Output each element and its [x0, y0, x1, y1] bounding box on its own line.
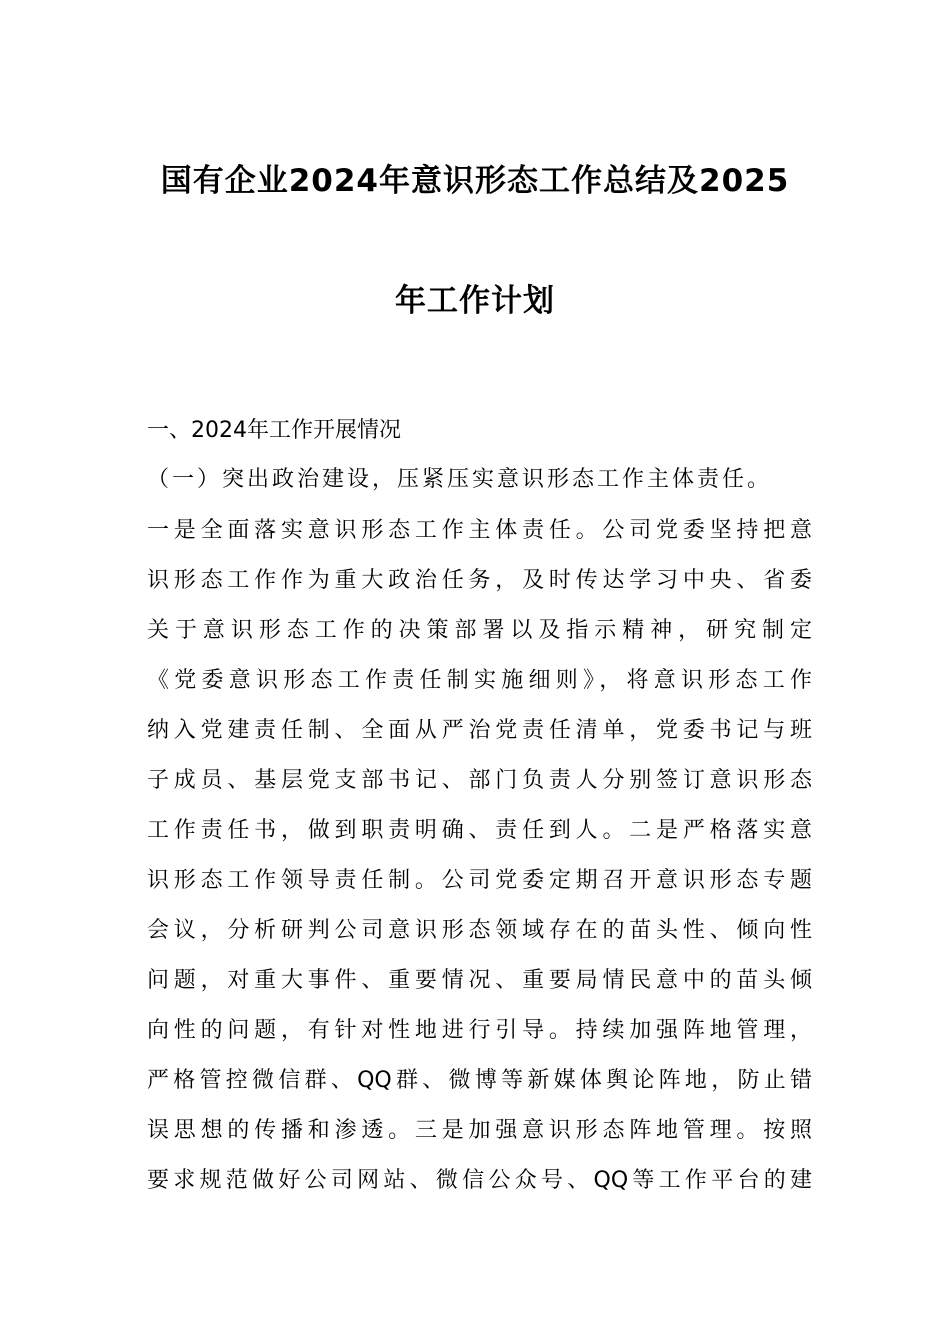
- body-line: 工作责任书，做到职责明确、责任到人。二是严格落实意: [147, 818, 812, 843]
- body-line: 误思想的传播和渗透。三是加强意识形态阵地管理。按照: [147, 1118, 812, 1143]
- body-line: 要求规范做好公司网站、微信公众号、QQ等工作平台的建: [147, 1168, 812, 1193]
- body-line: 识形态工作领导责任制。公司党委定期召开意识形态专题: [147, 868, 812, 893]
- body-line: 问题，对重大事件、重要情况、重要局情民意中的苗头倾: [147, 968, 812, 993]
- body-line: 纳入党建责任制、全面从严治党责任清单，党委书记与班: [147, 718, 812, 743]
- body-line: 识形态工作作为重大政治任务，及时传达学习中央、省委: [147, 568, 812, 593]
- body-line: 会议，分析研判公司意识形态领域存在的苗头性、倾向性: [147, 918, 812, 943]
- section-heading: 一、2024年工作开展情况: [147, 418, 401, 443]
- body-line: 严格管控微信群、QQ群、微博等新媒体舆论阵地，防止错: [147, 1068, 812, 1093]
- body-line: 子成员、基层党支部书记、部门负责人分别签订意识形态: [147, 768, 812, 793]
- body-line: 向性的问题，有针对性地进行引导。持续加强阵地管理，: [147, 1018, 812, 1043]
- sub-heading: （一）突出政治建设，压紧压实意识形态工作主体责任。: [147, 467, 773, 492]
- body-line: 《党委意识形态工作责任制实施细则》，将意识形态工作: [147, 668, 812, 693]
- body-line: 一是全面落实意识形态工作主体责任。公司党委坚持把意: [147, 518, 812, 543]
- body-line: 关于意识形态工作的决策部署以及指示精神，研究制定: [147, 618, 812, 643]
- document-title-line-2: 年工作计划: [395, 283, 555, 319]
- document-title-line-1: 国有企业2024年意识形态工作总结及2025: [160, 163, 790, 199]
